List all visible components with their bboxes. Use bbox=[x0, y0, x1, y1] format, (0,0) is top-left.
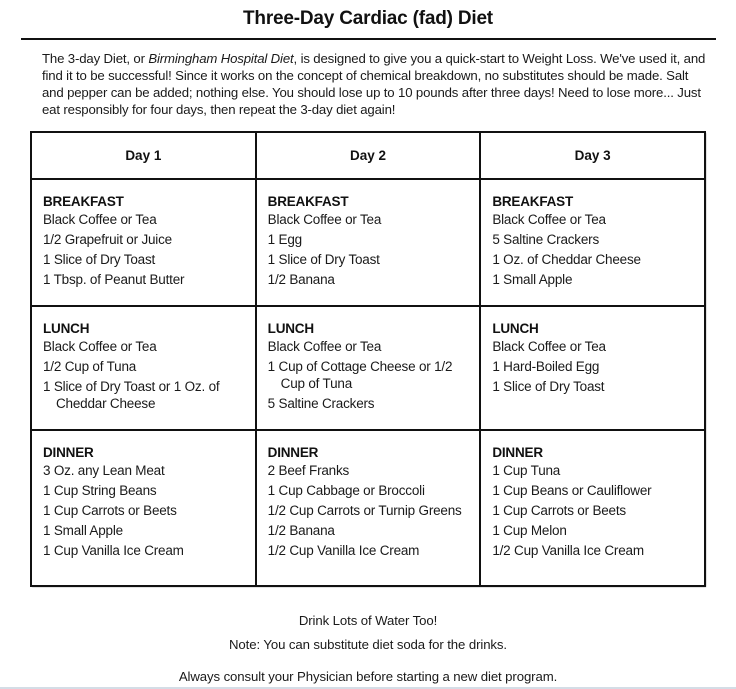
meal-item: 1 Cup Vanilla Ice Cream bbox=[43, 543, 184, 559]
meal-item: Black Coffee or Tea bbox=[43, 212, 157, 228]
meal-item: 1 Egg bbox=[267, 232, 302, 248]
meal-item: 2 Beef Franks bbox=[267, 463, 350, 479]
meal-item: Black Coffee or Tea bbox=[43, 339, 157, 355]
header-row bbox=[31, 132, 705, 179]
meal-item: 1/2 Cup Vanilla Ice Cream bbox=[267, 543, 420, 559]
meal-item: 1/2 Banana bbox=[267, 272, 335, 288]
header-day-3: Day 3 bbox=[480, 132, 705, 179]
diet-table bbox=[30, 131, 706, 587]
meal-item: 1/2 Cup of Tuna bbox=[43, 359, 137, 375]
meal-item: 1 Cup of Cottage Cheese or 1/2 Cup of Tuna bbox=[267, 359, 453, 391]
meal-item: Black Coffee or Tea bbox=[492, 212, 606, 228]
meal-item: 1 Slice of Dry Toast bbox=[43, 252, 156, 268]
meal-item: 5 Saltine Crackers bbox=[492, 232, 600, 248]
meal-heading: BREAKFAST bbox=[492, 194, 574, 210]
diet-table-container bbox=[30, 131, 704, 585]
meal-item: 1 Cup Tuna bbox=[492, 463, 561, 479]
intro-text-2: , is designed to give you a quick-start to Weight Loss. We've used it, and find it to be successful! Since it works on the concept of chemical breakdown, no substitutes should be made. Salt and pepper can be added; nothing else. You should lose up to 10 pounds after three days! Need to lose more... Just eat responsibly for four days, then repeat the 3-day diet again! bbox=[42, 51, 706, 117]
page-title: Three-Day Cardiac (fad) Diet bbox=[243, 8, 493, 29]
meal-item: 1/2 Cup Carrots or Turnip Greens bbox=[267, 503, 462, 519]
dinner-day-1 bbox=[31, 430, 256, 586]
meal-item: Black Coffee or Tea bbox=[267, 212, 382, 228]
meal-heading: LUNCH bbox=[43, 321, 90, 337]
meal-item: 1 Slice of Dry Toast or 1 Oz. of Cheddar Cheese bbox=[43, 379, 220, 411]
breakfast-row bbox=[31, 179, 705, 306]
intro-paragraph bbox=[42, 50, 712, 118]
meal-item: 3 Oz. any Lean Meat bbox=[43, 463, 165, 479]
meal-heading: LUNCH bbox=[492, 321, 539, 337]
meal-item: Black Coffee or Tea bbox=[267, 339, 382, 355]
lunch-row bbox=[31, 306, 705, 430]
meal-heading: DINNER bbox=[267, 445, 319, 461]
meal-heading: BREAKFAST bbox=[267, 194, 349, 210]
meal-item: 1 Cup Carrots or Beets bbox=[492, 503, 626, 519]
meal-item: 1 Small Apple bbox=[43, 523, 123, 539]
intro-italic-name: Birmingham Hospital Diet bbox=[148, 51, 294, 66]
header-day-2: Day 2 bbox=[256, 132, 481, 179]
meal-item: 1 Cup Beans or Cauliflower bbox=[492, 483, 652, 499]
dinner-row bbox=[31, 430, 705, 586]
meal-heading: DINNER bbox=[43, 445, 94, 461]
breakfast-day-2 bbox=[256, 179, 481, 306]
meal-item: 1 Tbsp. of Peanut Butter bbox=[43, 272, 185, 288]
dinner-day-2 bbox=[256, 430, 481, 586]
breakfast-day-3 bbox=[480, 179, 705, 306]
intro-text-1: The 3-day Diet, or bbox=[42, 51, 149, 66]
dinner-day-3 bbox=[480, 430, 705, 586]
meal-item: 1 Slice of Dry Toast bbox=[492, 379, 605, 395]
lunch-day-2 bbox=[256, 306, 481, 430]
meal-heading: BREAKFAST bbox=[43, 194, 124, 210]
lunch-day-1 bbox=[31, 306, 256, 430]
meal-item: 1 Cup Cabbage or Broccoli bbox=[267, 483, 425, 499]
breakfast-day-1 bbox=[31, 179, 256, 306]
meal-heading: LUNCH bbox=[267, 321, 314, 337]
meal-item: 1 Cup Carrots or Beets bbox=[43, 503, 177, 519]
meal-item: 1 Cup Melon bbox=[492, 523, 567, 539]
meal-item: 1/2 Banana bbox=[267, 523, 335, 539]
title-rule bbox=[21, 38, 716, 40]
meal-item: 1/2 Grapefruit or Juice bbox=[43, 232, 172, 248]
meal-item: 1/2 Cup Vanilla Ice Cream bbox=[492, 543, 644, 559]
physician-disclaimer: Always consult your Physician before starting a new diet program. bbox=[178, 669, 558, 684]
meal-item: Black Coffee or Tea bbox=[492, 339, 606, 355]
meal-item: 1 Hard-Boiled Egg bbox=[492, 359, 600, 375]
substitution-note: Note: You can substitute diet soda for the drinks. bbox=[229, 637, 507, 652]
meal-item: 1 Slice of Dry Toast bbox=[267, 252, 380, 268]
meal-item: 5 Saltine Crackers bbox=[267, 395, 375, 411]
meal-item: 1 Cup String Beans bbox=[43, 483, 157, 499]
header-day-1: Day 1 bbox=[31, 132, 256, 179]
meal-item: 1 Small Apple bbox=[492, 272, 573, 288]
water-reminder: Drink Lots of Water Too! bbox=[298, 613, 438, 628]
meal-item: 1 Oz. of Cheddar Cheese bbox=[492, 252, 641, 268]
meal-heading: DINNER bbox=[492, 445, 543, 461]
lunch-day-3 bbox=[480, 306, 705, 430]
